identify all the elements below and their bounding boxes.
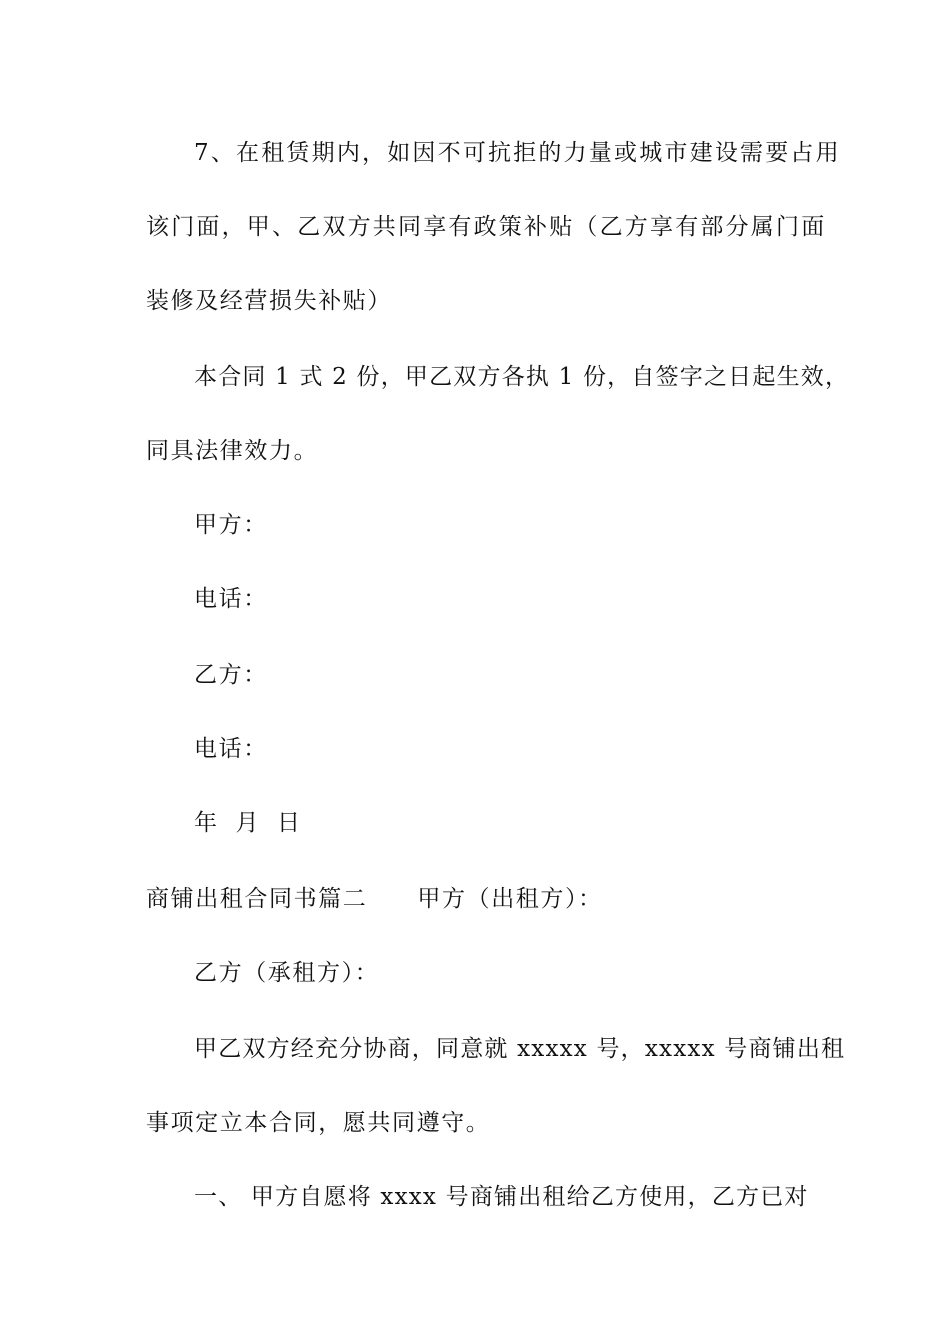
item-1-line-1: 一、 甲方自愿将 xxxx 号商铺出租给乙方使用，乙方已对 <box>194 1184 809 1210</box>
signature-date: 年 月 日 <box>194 810 302 836</box>
party-a-signature: 甲方： <box>194 512 268 538</box>
party-a-phone: 电话： <box>194 586 268 612</box>
intro-line-1: 甲乙双方经充分协商，同意就 xxxxx 号，xxxxx 号商铺出租 <box>194 1036 846 1062</box>
lessee-label: 乙方（承租方）： <box>194 960 380 986</box>
copies-clause-line-1: 本合同 1 式 2 份，甲乙双方各执 1 份，自签字之日起生效， <box>194 364 850 390</box>
lessor-label: 甲方（出租方）： <box>417 886 603 912</box>
party-b-phone: 电话： <box>194 736 268 762</box>
copies-clause-line-2: 同具法律效力。 <box>146 438 319 464</box>
paragraph-7-line-2: 该门面，甲、乙双方共同享有政策补贴（乙方享有部分属门面 <box>146 214 827 240</box>
paragraph-7-line-3: 装修及经营损失补贴） <box>146 288 392 314</box>
intro-line-2: 事项定立本合同，愿共同遵守。 <box>146 1110 491 1136</box>
section-two-heading-line <box>146 884 603 914</box>
party-b-signature: 乙方： <box>194 662 268 688</box>
paragraph-7-line-1: 7、在租赁期内，如因不可抗拒的力量或城市建设需要占用 <box>194 140 841 166</box>
section-two-title: 商铺出租合同书篇二 <box>146 886 368 912</box>
